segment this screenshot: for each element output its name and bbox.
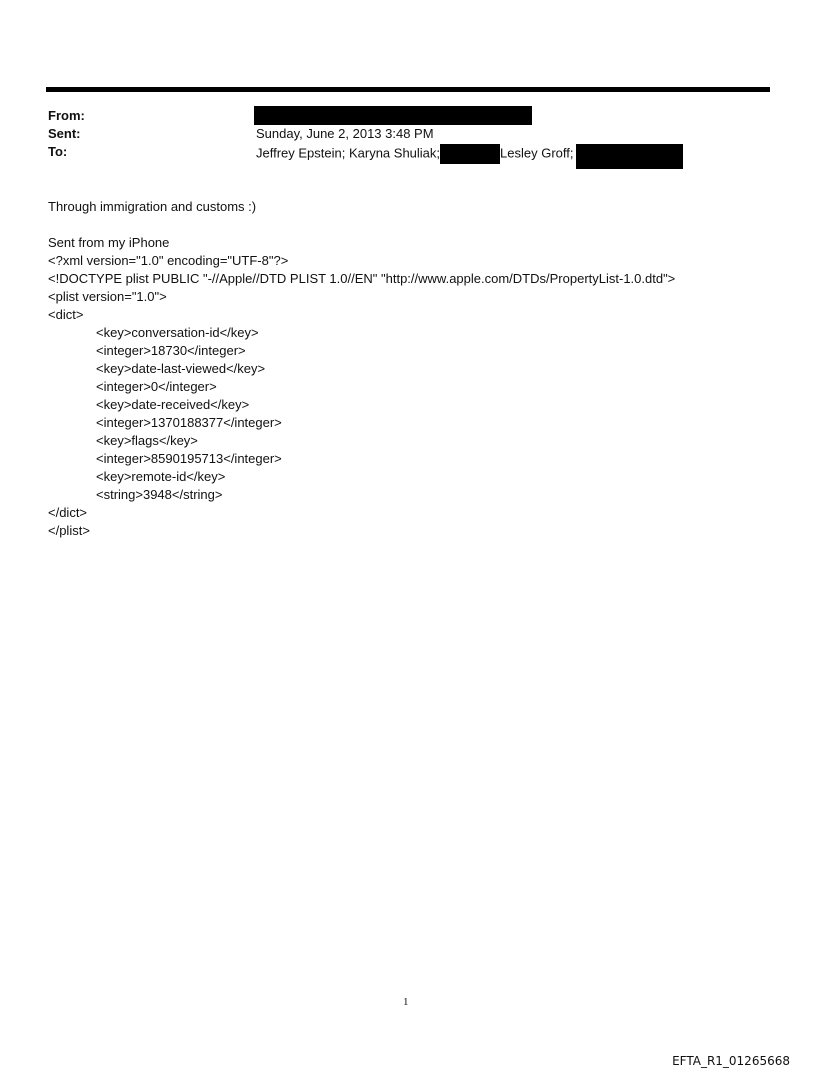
xml-line: <!DOCTYPE plist PUBLIC "-//Apple//DTD PLIST 1.0//EN" "http://www.apple.com/DTDs/PropertyList-1.0.dtd"> bbox=[48, 271, 676, 286]
xml-line: <string>3948</string> bbox=[96, 487, 223, 502]
xml-line: <key>date-received</key> bbox=[96, 397, 250, 412]
xml-line: <key>date-last-viewed</key> bbox=[96, 361, 266, 376]
xml-line: <key>flags</key> bbox=[96, 433, 198, 448]
xml-line: <key>conversation-id</key> bbox=[96, 325, 259, 340]
sent-value: Sunday, June 2, 2013 3:48 PM bbox=[256, 126, 434, 141]
message-text: Through immigration and customs :) bbox=[48, 199, 257, 214]
xml-line: <integer>1370188377</integer> bbox=[96, 415, 282, 430]
to-redaction-1 bbox=[440, 144, 500, 164]
xml-line: <integer>18730</integer> bbox=[96, 343, 246, 358]
to-redaction-2 bbox=[576, 144, 683, 169]
xml-line: <integer>8590195713</integer> bbox=[96, 451, 282, 466]
xml-line: <dict> bbox=[48, 307, 84, 322]
sent-label: Sent: bbox=[48, 126, 81, 141]
xml-line: <integer>0</integer> bbox=[96, 379, 217, 394]
page-number: 1 bbox=[403, 996, 409, 1008]
to-value bbox=[256, 144, 574, 164]
xml-line: </plist> bbox=[48, 523, 90, 538]
to-label: To: bbox=[48, 144, 68, 159]
xml-line: <plist version="1.0"> bbox=[48, 289, 167, 304]
from-label: From: bbox=[48, 108, 85, 123]
header-divider bbox=[46, 87, 770, 92]
xml-line: <?xml version="1.0" encoding="UTF-8"?> bbox=[48, 253, 289, 268]
to-recipients-part1: Jeffrey Epstein; Karyna Shuliak; bbox=[256, 145, 441, 161]
bates-number: EFTA_R1_01265668 bbox=[672, 1054, 790, 1068]
to-recipients-part2: Lesley Groff; bbox=[500, 145, 574, 161]
from-redaction bbox=[254, 106, 532, 125]
xml-line: <key>remote-id</key> bbox=[96, 469, 226, 484]
xml-line: </dict> bbox=[48, 505, 88, 520]
signature-text: Sent from my iPhone bbox=[48, 235, 170, 250]
